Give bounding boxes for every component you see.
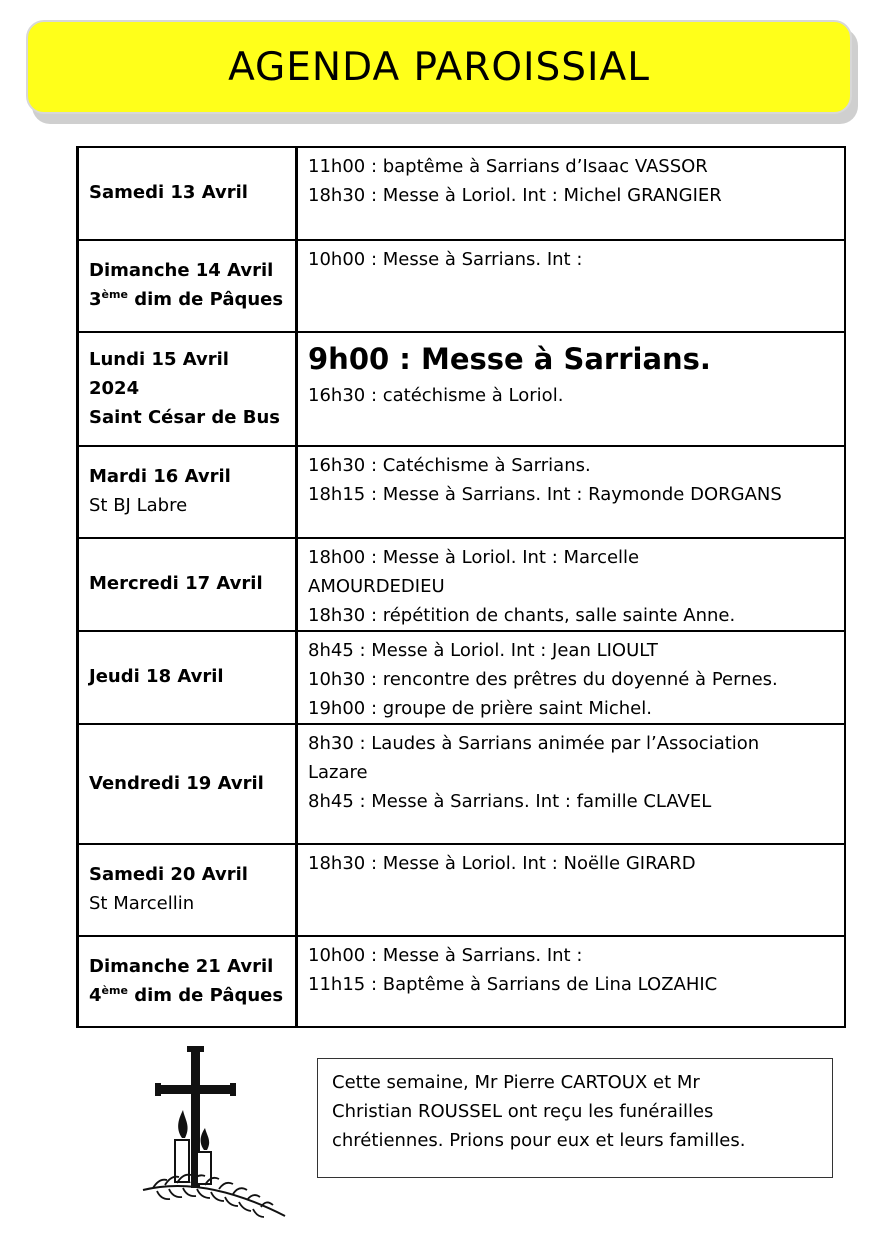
day-cell [78, 538, 297, 631]
day-cell [78, 936, 297, 1027]
day-label: Dimanche 14 Avril [89, 260, 274, 281]
day-label: Jeudi 18 Avril [89, 665, 224, 687]
day-cell [78, 240, 297, 332]
funeral-notice [317, 1058, 833, 1178]
event-line: 18h30 : répétition de chants, salle sainte Anne. [308, 605, 736, 626]
event-line: AMOURDEDIEU [308, 576, 445, 597]
table-row [78, 724, 846, 844]
day-label: Samedi 20 Avril [89, 864, 248, 885]
table-row [78, 240, 846, 332]
table-row [78, 844, 846, 936]
saint-label: Saint César de Bus [89, 406, 280, 428]
title-banner [26, 20, 852, 114]
event-line: 8h45 : Messe à Sarrians. Int : famille CLAVEL [308, 791, 712, 812]
highlight-event: 9h00 : Messe à Sarrians. [308, 342, 711, 376]
year-label: 2024 [89, 377, 140, 399]
events-cell [297, 240, 846, 332]
agenda-table [76, 146, 846, 1028]
events-cell [297, 538, 846, 631]
day-cell [78, 724, 297, 844]
day-cell [78, 631, 297, 724]
table-row [78, 332, 846, 446]
event-line: 10h00 : Messe à Sarrians. Int : [308, 945, 583, 966]
event-line: 19h00 : groupe de prière saint Michel. [308, 698, 652, 719]
event-line: 10h00 : Messe à Sarrians. Int : [308, 249, 583, 270]
event-line: 11h00 : baptême à Sarrians d’Isaac VASSOR [308, 156, 708, 177]
day-cell [78, 332, 297, 446]
notice-line: Cette semaine, Mr Pierre CARTOUX et Mr [332, 1072, 700, 1093]
events-cell [297, 936, 846, 1027]
events-cell [297, 724, 846, 844]
notice-line: Christian ROUSSEL ont reçu les funérailles [332, 1101, 714, 1122]
table-row [78, 631, 846, 724]
saint-label: St Marcellin [89, 893, 195, 914]
event-line: 18h30 : Messe à Loriol. Int : Noëlle GIRARD [308, 853, 696, 874]
saint-label: St BJ Labre [89, 495, 188, 516]
event-line: 16h30 : Catéchisme à Sarrians. [308, 455, 591, 476]
day-cell [78, 844, 297, 936]
table-row [78, 147, 846, 240]
table-row [78, 538, 846, 631]
day-label: Lundi 15 Avril [89, 348, 229, 370]
event-line: 10h30 : rencontre des prêtres du doyenné à Pernes. [308, 669, 778, 690]
event-line: 16h30 : catéchisme à Loriol. [308, 385, 564, 406]
liturgical-day: 3ème dim de Pâques [89, 288, 284, 310]
liturgical-day: 4ème dim de Pâques [89, 983, 284, 1006]
page-title: AGENDA PAROISSIAL [228, 44, 650, 90]
event-line: Lazare [308, 762, 368, 783]
events-cell [297, 446, 846, 538]
day-label: Mercredi 17 Avril [89, 572, 263, 594]
day-cell [78, 446, 297, 538]
table-row [78, 446, 846, 538]
events-cell [297, 332, 846, 446]
event-line: 11h15 : Baptême à Sarrians de Lina LOZAHIC [308, 974, 718, 995]
notice-line: chrétiennes. Prions pour eux et leurs familles. [332, 1130, 746, 1151]
cross-candles-palm-icon [105, 1040, 305, 1230]
day-label: Mardi 16 Avril [89, 466, 231, 487]
day-cell [78, 147, 297, 240]
event-line: 8h30 : Laudes à Sarrians animée par l’Association [308, 733, 760, 754]
events-cell [297, 844, 846, 936]
table-row [78, 936, 846, 1027]
event-line: 18h30 : Messe à Loriol. Int : Michel GRANGIER [308, 185, 722, 206]
day-label: Vendredi 19 Avril [89, 772, 264, 794]
event-line: 18h15 : Messe à Sarrians. Int : Raymonde DORGANS [308, 484, 782, 505]
events-cell [297, 631, 846, 724]
event-line: 8h45 : Messe à Loriol. Int : Jean LIOULT [308, 640, 658, 661]
event-line: 18h00 : Messe à Loriol. Int : Marcelle [308, 547, 640, 568]
day-label: Samedi 13 Avril [89, 182, 248, 203]
events-cell [297, 147, 846, 240]
day-label: Dimanche 21 Avril [89, 955, 274, 977]
